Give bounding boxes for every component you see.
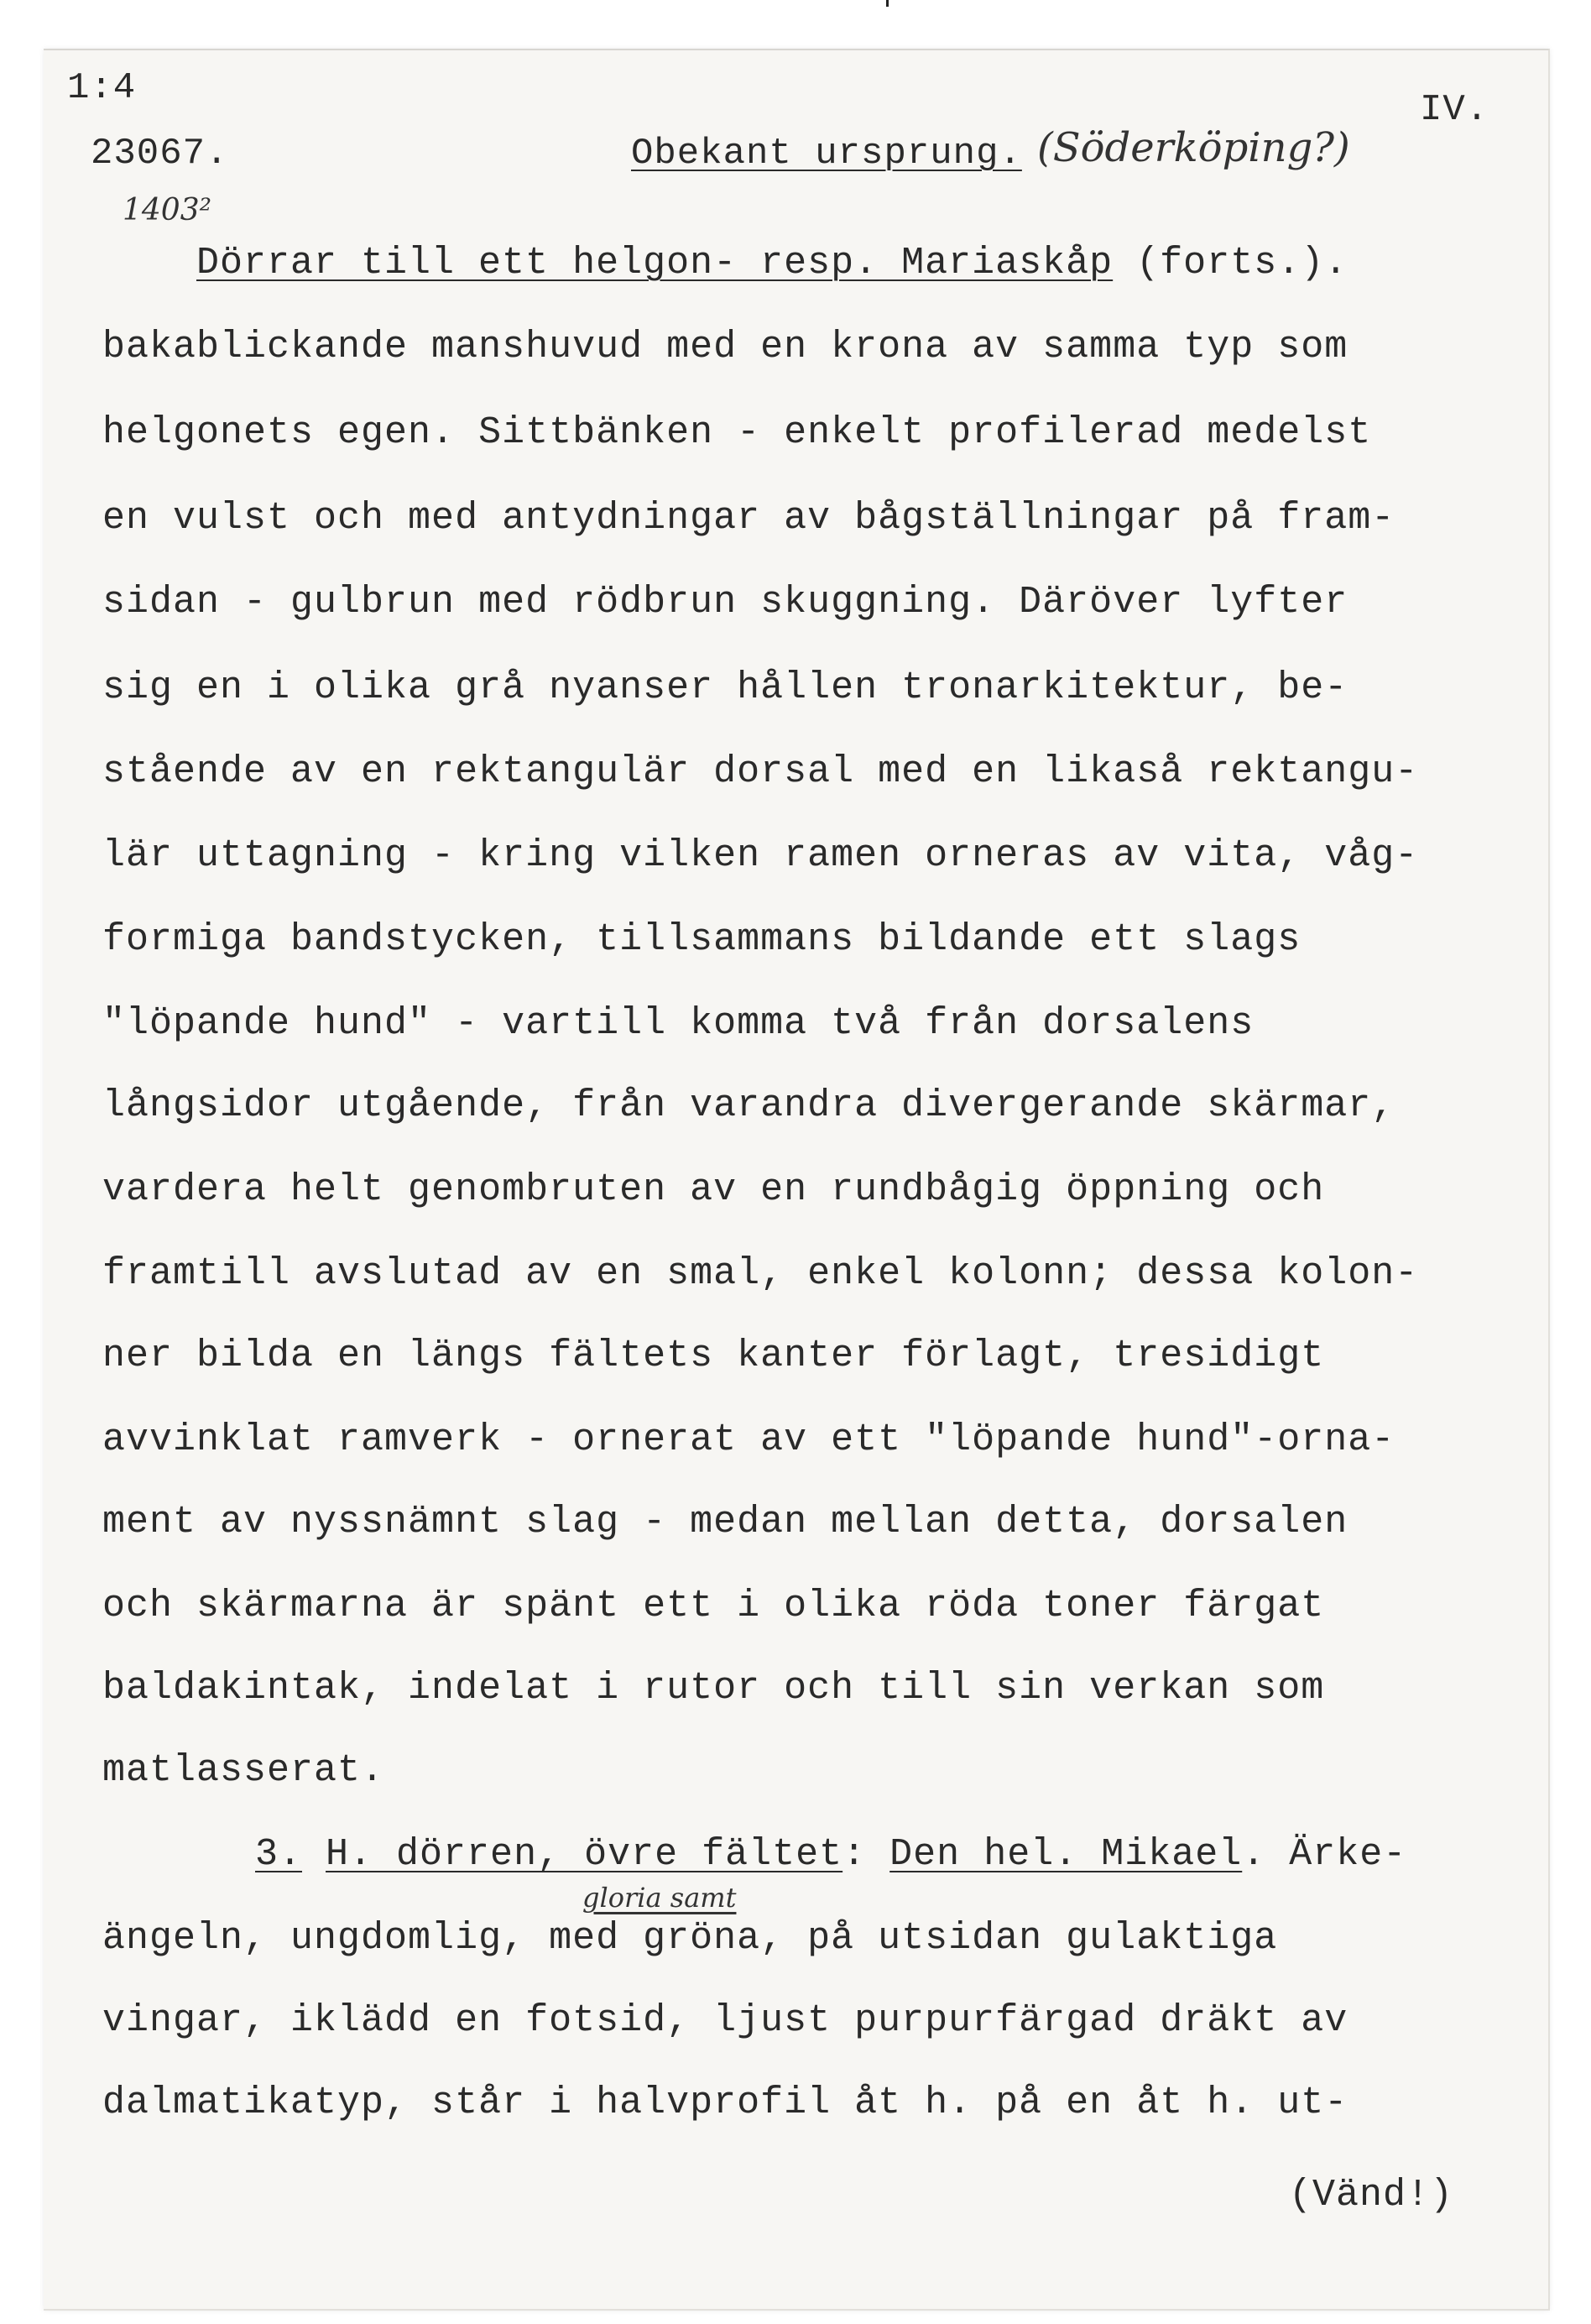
text-line: framtill avslutad av en smal, enkel kolonn; dessa kolon-: [102, 1252, 1419, 1295]
handwritten-place: (Söderköping?): [1037, 124, 1350, 171]
text-line: stående av en rektangulär dorsal med en likaså rektangu-: [102, 750, 1419, 793]
text-line: matlasserat.: [102, 1749, 385, 1792]
section-after-subject: . Ärke-: [1242, 1833, 1407, 1876]
section-heading: [196, 242, 1348, 285]
text-line: ner bilda en längs fältets kanter förlagt, tresidigt: [102, 1334, 1325, 1377]
handwritten-insertion: gloria samt: [582, 1882, 737, 1914]
catalog-number: 23067.: [91, 133, 229, 175]
top-edge-mark: [886, 0, 889, 7]
text-line: lär uttagning - kring vilken ramen orneras av vita, våg-: [102, 834, 1419, 877]
section-colon: :: [842, 1833, 867, 1876]
text-line: långsidor utgående, från varandra divergerande skärmar,: [102, 1084, 1395, 1127]
text-line: ängeln, ungdomlig, med gröna, på utsidan gulaktiga: [102, 1917, 1278, 1960]
heading-text: Dörrar till ett helgon- resp. Mariaskåp: [196, 242, 1114, 285]
text-line: formiga bandstycken, tillsammans bildande ett slags: [102, 918, 1301, 961]
turn-note: (Vänd!): [1289, 2174, 1454, 2217]
text-line: bakablickande manshuvud med en krona av samma typ som: [102, 326, 1348, 368]
section-subject: Den hel. Mikael: [889, 1833, 1243, 1876]
signum: 1:4: [67, 67, 137, 109]
text-line: ment av nyssnämnt slag - medan mellan detta, dorsalen: [102, 1501, 1348, 1543]
text-line: baldakintak, indelat i rutor och till sin verkan som: [102, 1667, 1325, 1710]
text-line: sidan - gulbrun med rödbrun skuggning. Däröver lyfter: [102, 581, 1348, 624]
text-line: sig en i olika grå nyanser hållen tronarkitektur, be-: [102, 666, 1348, 709]
origin-label: Obekant ursprung.: [631, 133, 1022, 175]
text-line: dalmatikatyp, står i halvprofil åt h. på en åt h. ut-: [102, 2081, 1348, 2124]
text-line: "löpande hund" - vartill komma två från dorsalens: [102, 1002, 1255, 1045]
text-line: vingar, iklädd en fotsid, ljust purpurfärgad dräkt av: [102, 1999, 1348, 2042]
text-line: en vulst och med antydningar av bågställningar på fram-: [102, 497, 1395, 540]
catalog-card: [44, 49, 1550, 2311]
section-3-line: [255, 1833, 1406, 1876]
text-line: avvinklat ramverk - ornerat av ett "löpande hund"-orna-: [102, 1418, 1395, 1461]
handwritten-number: 1403²: [123, 193, 212, 227]
heading-suffix: (forts.).: [1113, 242, 1348, 285]
text-line: och skärmarna är spänt ett i olika röda toner färgat: [102, 1585, 1325, 1627]
page-number: IV.: [1420, 89, 1489, 131]
text-line: vardera helt genombruten av en rundbågig öppning och: [102, 1168, 1325, 1211]
section-location: H. dörren, övre fältet: [326, 1833, 843, 1876]
section-number: 3.: [255, 1833, 303, 1876]
text-line: helgonets egen. Sittbänken - enkelt profilerad medelst: [102, 411, 1372, 454]
